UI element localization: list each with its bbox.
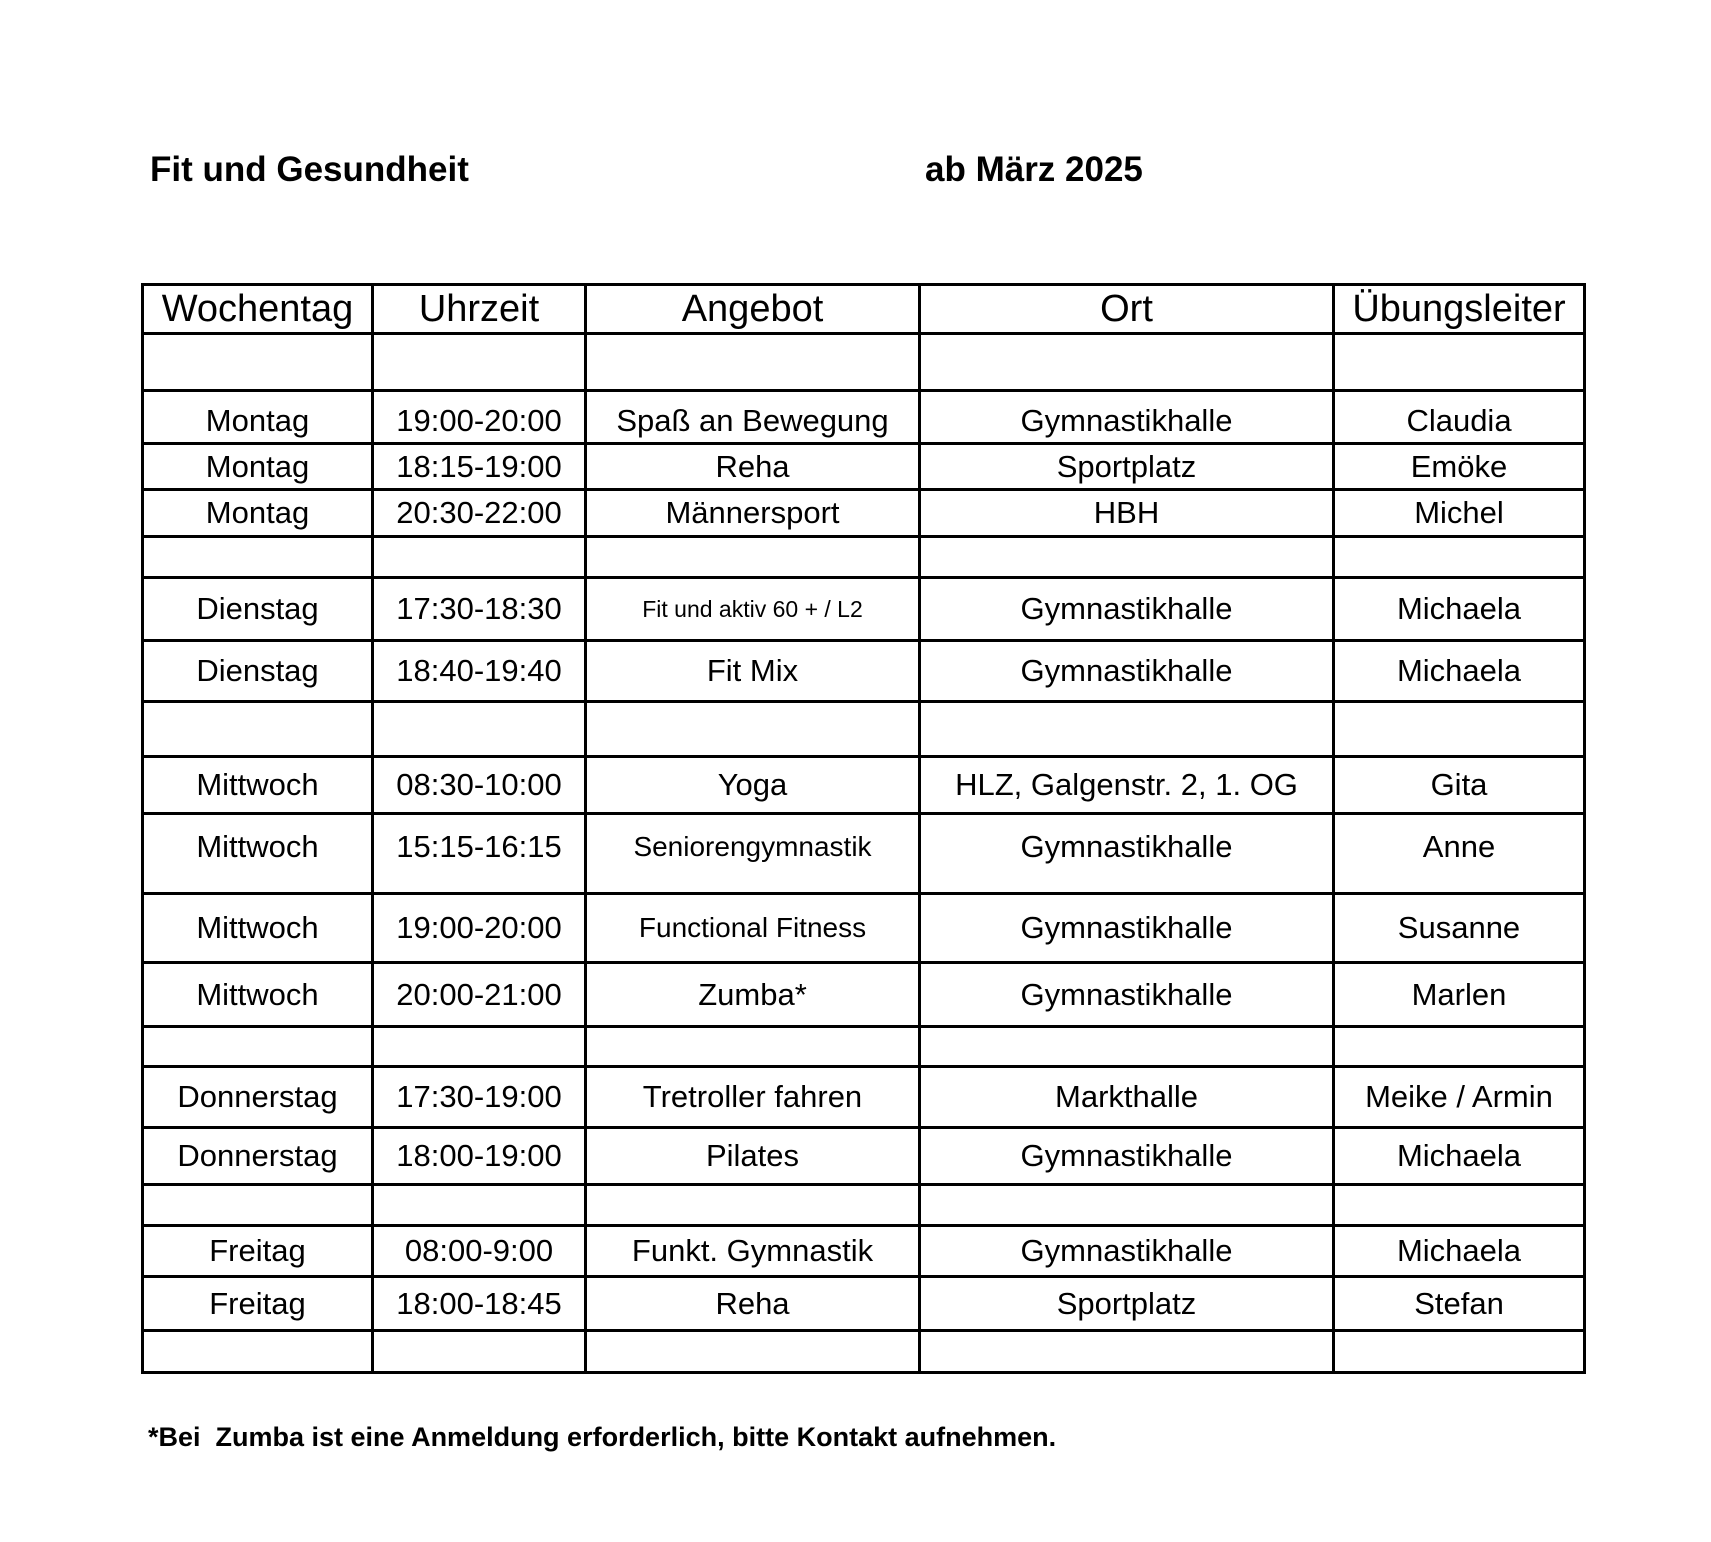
table-cell: [143, 537, 373, 578]
table-cell: [143, 1185, 373, 1226]
table-cell-offer: Zumba*: [586, 963, 920, 1027]
table-cell: [586, 537, 920, 578]
table-row: [143, 757, 1585, 814]
table-cell-weekday: Freitag: [143, 1226, 373, 1277]
footnote: *Bei Zumba ist eine Anmeldung erforderlich, bitte Kontakt aufnehmen.: [148, 1422, 1057, 1452]
table-cell-offer: Fit und aktiv 60 + / L2: [586, 578, 920, 641]
table-cell-instructor: Susanne: [1334, 894, 1585, 963]
table-cell-offer: Functional Fitness: [586, 894, 920, 963]
table-cell-time: 08:00-9:00: [373, 1226, 586, 1277]
table-cell-instructor: Emöke: [1334, 444, 1585, 490]
table-row-spacer: [143, 702, 1585, 757]
table-cell: [373, 1027, 586, 1067]
table-cell-weekday: Dienstag: [143, 578, 373, 641]
table-cell-time: 08:30-10:00: [373, 757, 586, 814]
table-cell: [143, 1027, 373, 1067]
table-cell-instructor: Michel: [1334, 490, 1585, 537]
table-cell-location: Gymnastikhalle: [920, 963, 1334, 1027]
table-cell-instructor: Marlen: [1334, 963, 1585, 1027]
table-row: [143, 1128, 1585, 1185]
table-cell: [143, 1331, 373, 1373]
table-cell-location: Markthalle: [920, 1067, 1334, 1128]
table-row: [143, 1277, 1585, 1331]
table-cell-instructor: Michaela: [1334, 1128, 1585, 1185]
table-cell: [920, 702, 1334, 757]
table-row: [143, 1067, 1585, 1128]
table-cell-time: 18:00-18:45: [373, 1277, 586, 1331]
table-row-spacer: [143, 1185, 1585, 1226]
header-row: [143, 285, 1585, 334]
table-cell: [586, 1027, 920, 1067]
table-row: [143, 894, 1585, 963]
table-cell-offer: Männersport: [586, 490, 920, 537]
table-cell-weekday: Mittwoch: [143, 894, 373, 963]
table-row-spacer: [143, 1331, 1585, 1373]
table-cell: [1334, 1185, 1585, 1226]
table-cell: [373, 334, 586, 391]
table-cell-offer: Tretroller fahren: [586, 1067, 920, 1128]
schedule-table: [141, 283, 1586, 1374]
table-cell-location: Gymnastikhalle: [920, 1128, 1334, 1185]
table-cell: [373, 702, 586, 757]
column-header-ort: Ort: [920, 285, 1334, 334]
table-cell-weekday: Dienstag: [143, 641, 373, 702]
table-row-spacer: [143, 334, 1585, 391]
table-cell: [1334, 1027, 1585, 1067]
table-cell: [586, 1331, 920, 1373]
table-cell: [1334, 1331, 1585, 1373]
table-row: [143, 814, 1585, 894]
table-cell-offer: Yoga: [586, 757, 920, 814]
table-cell-weekday: Montag: [143, 444, 373, 490]
table-row: [143, 490, 1585, 537]
table-cell-time: 18:15-19:00: [373, 444, 586, 490]
table-cell-weekday: Mittwoch: [143, 757, 373, 814]
column-header-angebot: Angebot: [586, 285, 920, 334]
table-cell-instructor: Michaela: [1334, 578, 1585, 641]
table-cell-time: 19:00-20:00: [373, 391, 586, 444]
valid-from-date: ab März 2025: [925, 150, 1143, 189]
table-row: [143, 391, 1585, 444]
table-cell-offer: Fit Mix: [586, 641, 920, 702]
table-cell-instructor: Meike / Armin: [1334, 1067, 1585, 1128]
table-cell: [143, 334, 373, 391]
table-cell-time: 19:00-20:00: [373, 894, 586, 963]
table-cell-location: HLZ, Galgenstr. 2, 1. OG: [920, 757, 1334, 814]
table-cell: [920, 1027, 1334, 1067]
table-cell: [143, 702, 373, 757]
table-cell: [586, 702, 920, 757]
table-cell: [1334, 702, 1585, 757]
table-cell-location: HBH: [920, 490, 1334, 537]
table-cell: [1334, 334, 1585, 391]
table-cell-time: 17:30-18:30: [373, 578, 586, 641]
table-cell-instructor: Michaela: [1334, 1226, 1585, 1277]
table-cell-location: Gymnastikhalle: [920, 1226, 1334, 1277]
page-title: Fit und Gesundheit: [150, 150, 469, 189]
table-cell: [920, 1331, 1334, 1373]
table-cell-time: 18:00-19:00: [373, 1128, 586, 1185]
table-cell-time: 18:40-19:40: [373, 641, 586, 702]
table-cell-instructor: Anne: [1334, 814, 1585, 894]
table-cell: [373, 1331, 586, 1373]
table-row: [143, 641, 1585, 702]
table-cell-offer: Funkt. Gymnastik: [586, 1226, 920, 1277]
table-cell-instructor: Claudia: [1334, 391, 1585, 444]
table-cell-location: Gymnastikhalle: [920, 391, 1334, 444]
table-cell-time: 20:30-22:00: [373, 490, 586, 537]
table-cell-weekday: Mittwoch: [143, 814, 373, 894]
table-cell-offer: Reha: [586, 1277, 920, 1331]
table-row: [143, 963, 1585, 1027]
table-cell-location: Gymnastikhalle: [920, 578, 1334, 641]
table-row-spacer: [143, 537, 1585, 578]
table-row: [143, 444, 1585, 490]
table-cell-offer: Reha: [586, 444, 920, 490]
column-header-wochentag: Wochentag: [143, 285, 373, 334]
table-cell-weekday: Montag: [143, 490, 373, 537]
table-cell-weekday: Donnerstag: [143, 1067, 373, 1128]
table-cell: [373, 537, 586, 578]
table-cell: [920, 537, 1334, 578]
table-row: [143, 1226, 1585, 1277]
table-cell-instructor: Michaela: [1334, 641, 1585, 702]
table-cell-offer: Seniorengymnastik: [586, 814, 920, 894]
table-cell-location: Gymnastikhalle: [920, 814, 1334, 894]
table-row-spacer: [143, 1027, 1585, 1067]
table-cell-offer: Pilates: [586, 1128, 920, 1185]
table-cell-instructor: Stefan: [1334, 1277, 1585, 1331]
table-row: [143, 578, 1585, 641]
table-cell: [586, 334, 920, 391]
table-cell-time: 20:00-21:00: [373, 963, 586, 1027]
table-cell-weekday: Donnerstag: [143, 1128, 373, 1185]
table-cell-offer: Spaß an Bewegung: [586, 391, 920, 444]
table-cell-time: 17:30-19:00: [373, 1067, 586, 1128]
column-header-uhrzeit: Uhrzeit: [373, 285, 586, 334]
table-cell: [920, 334, 1334, 391]
table-cell-weekday: Mittwoch: [143, 963, 373, 1027]
table-cell: [1334, 537, 1585, 578]
table-cell: [373, 1185, 586, 1226]
table-cell-location: Sportplatz: [920, 1277, 1334, 1331]
table-cell: [586, 1185, 920, 1226]
table-cell-location: Sportplatz: [920, 444, 1334, 490]
column-header-uebungsleiter: Übungsleiter: [1334, 285, 1585, 334]
table-cell-weekday: Montag: [143, 391, 373, 444]
table-cell-time: 15:15-16:15: [373, 814, 586, 894]
table-cell-location: Gymnastikhalle: [920, 641, 1334, 702]
table-cell-weekday: Freitag: [143, 1277, 373, 1331]
table-cell-instructor: Gita: [1334, 757, 1585, 814]
table-cell: [920, 1185, 1334, 1226]
table-cell-location: Gymnastikhalle: [920, 894, 1334, 963]
